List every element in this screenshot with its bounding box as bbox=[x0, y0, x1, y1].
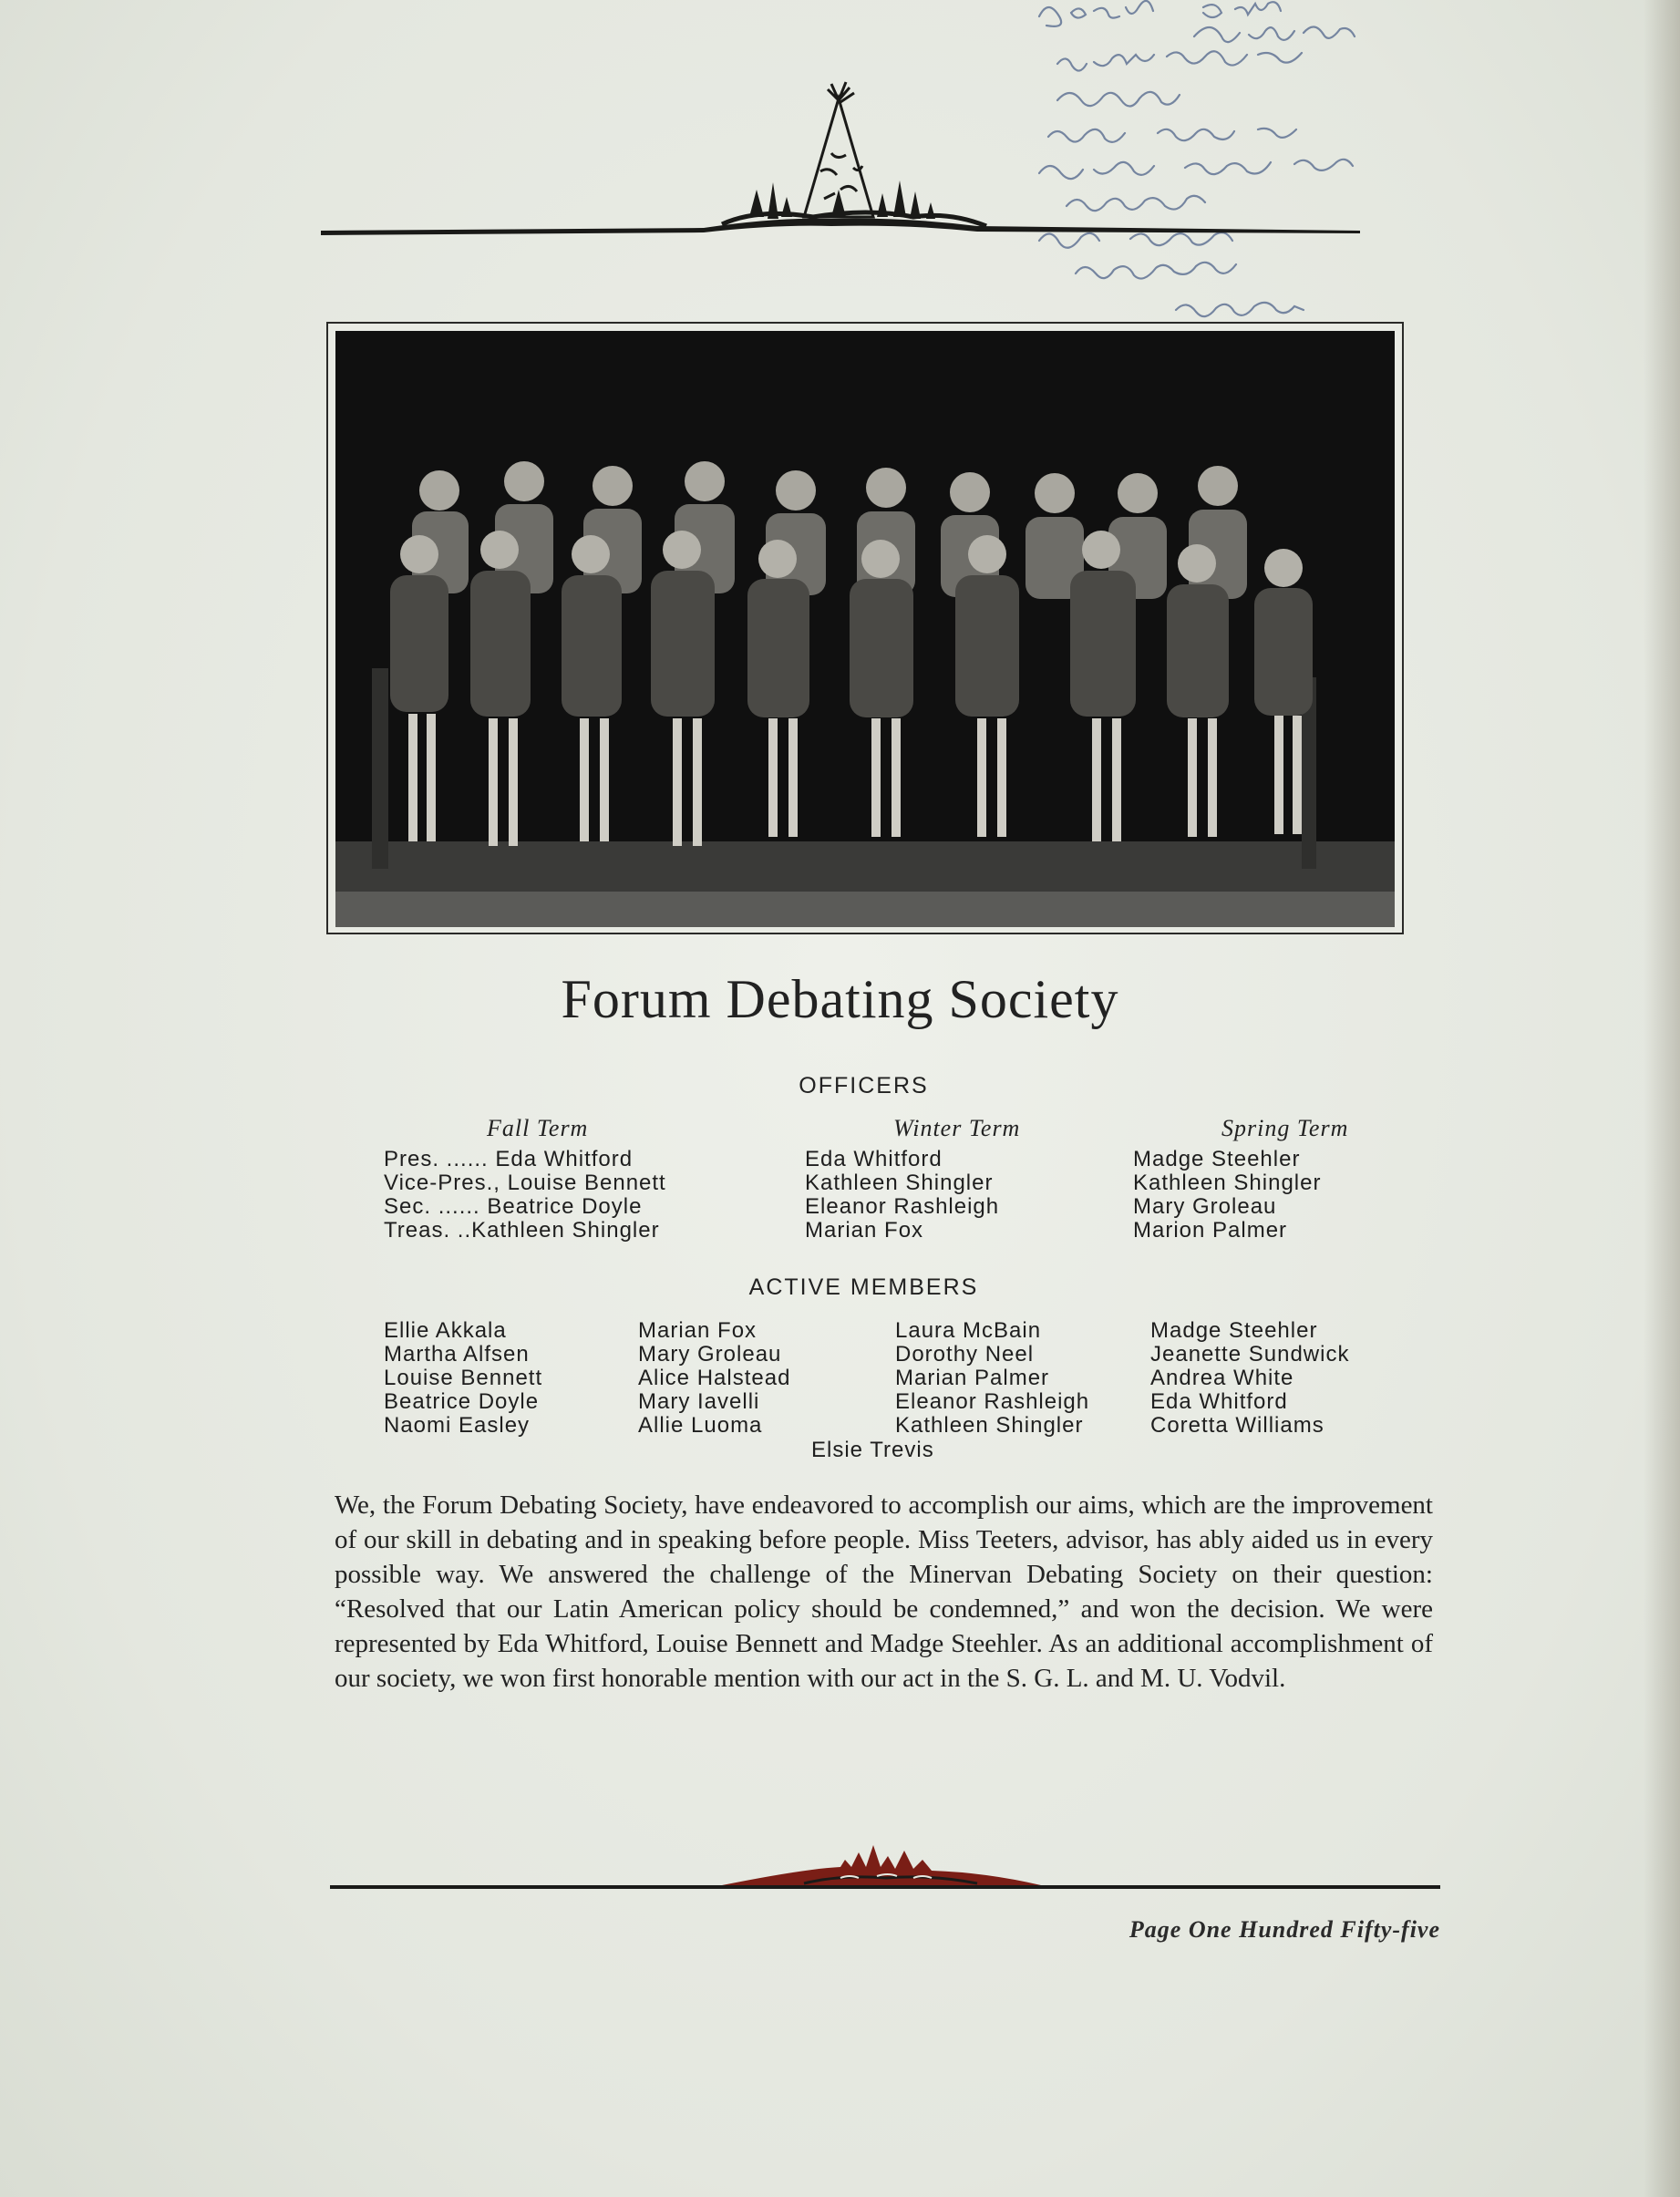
officer-row: Vice-Pres., Louise Bennett bbox=[384, 1171, 666, 1195]
officer-row: Mary Groleau bbox=[1133, 1194, 1277, 1219]
officer-row: Eleanor Rashleigh bbox=[805, 1194, 1000, 1219]
member-name: Madge Steehler bbox=[1150, 1318, 1318, 1343]
society-description: We, the Forum Debating Society, have endeavored to accomplish our aims, which are the improvement of our skill in debating and in speaking before people. Miss Teeters, advisor, has ably aided us in every possible way. We answered the challenge of the Minervan Debating Society on their question: “Resolved that our Latin American policy should be condemned,” and won the decision. We were represented by Eda Whitford, Louise Bennett and Madge Steehler. As an additional accomplishment of our society, we won first honorable mention with our act in the S. G. L. and M. U. Vodvil. bbox=[335, 1490, 1433, 1693]
teepee-ornament bbox=[321, 80, 1360, 240]
spring-term-officers bbox=[1133, 1148, 1321, 1243]
officer-row: Kathleen Shingler bbox=[805, 1171, 994, 1195]
page-number: Page One Hundred Fifty-five bbox=[1129, 1916, 1440, 1943]
winter-term-officers bbox=[805, 1148, 999, 1243]
member-name: Coretta Williams bbox=[1150, 1413, 1324, 1438]
member-name: Dorothy Neel bbox=[895, 1342, 1035, 1367]
member-name: Beatrice Doyle bbox=[384, 1389, 540, 1414]
member-name: Kathleen Shingler bbox=[895, 1413, 1084, 1438]
spring-term-heading: Spring Term bbox=[1221, 1115, 1349, 1141]
member-name: Ellie Akkala bbox=[384, 1318, 507, 1343]
members-column-4 bbox=[1150, 1319, 1349, 1438]
officer-row: Madge Steehler bbox=[1133, 1147, 1301, 1171]
member-name: Naomi Easley bbox=[384, 1413, 531, 1438]
member-name: Mary Iavelli bbox=[638, 1389, 760, 1414]
active-members-heading: ACTIVE MEMBERS bbox=[748, 1274, 979, 1300]
officer-row: Pres. ...... Eda Whitford bbox=[384, 1147, 634, 1171]
landscape-ornament bbox=[330, 1832, 1440, 1896]
winter-term-heading: Winter Term bbox=[893, 1115, 1021, 1141]
member-name: Laura McBain bbox=[895, 1318, 1042, 1343]
officer-row: Treas. ..Kathleen Shingler bbox=[384, 1218, 660, 1243]
members-column-3 bbox=[895, 1319, 1089, 1438]
member-name: Eleanor Rashleigh bbox=[895, 1389, 1090, 1414]
member-name: Jeanette Sundwick bbox=[1150, 1342, 1350, 1367]
officers-heading: OFFICERS bbox=[799, 1073, 929, 1098]
members-column-2 bbox=[638, 1319, 790, 1438]
member-name: Eda Whitford bbox=[1150, 1389, 1288, 1414]
member-name: Louise Bennett bbox=[384, 1366, 543, 1390]
fall-term-officers bbox=[384, 1148, 666, 1243]
officer-row: Marian Fox bbox=[805, 1218, 924, 1243]
group-photo bbox=[335, 331, 1395, 927]
member-name: Marian Fox bbox=[638, 1318, 758, 1343]
member-name: Andrea White bbox=[1150, 1366, 1294, 1390]
officer-row: Sec. ...... Beatrice Doyle bbox=[384, 1194, 643, 1219]
member-name: Alice Halstead bbox=[638, 1366, 791, 1390]
officer-row: Kathleen Shingler bbox=[1133, 1171, 1322, 1195]
member-name-last: Elsie Trevis bbox=[811, 1438, 934, 1462]
member-name: Marian Palmer bbox=[895, 1366, 1050, 1390]
members-column-1 bbox=[384, 1319, 542, 1438]
member-name: Allie Luoma bbox=[638, 1413, 763, 1438]
member-name: Martha Alfsen bbox=[384, 1342, 530, 1367]
officer-row: Marion Palmer bbox=[1133, 1218, 1288, 1243]
member-name: Mary Groleau bbox=[638, 1342, 782, 1367]
officer-row: Eda Whitford bbox=[805, 1147, 943, 1171]
page-title: Forum Debating Society bbox=[561, 969, 1119, 1029]
fall-term-heading: Fall Term bbox=[487, 1115, 589, 1141]
group-photo-frame bbox=[326, 322, 1404, 934]
